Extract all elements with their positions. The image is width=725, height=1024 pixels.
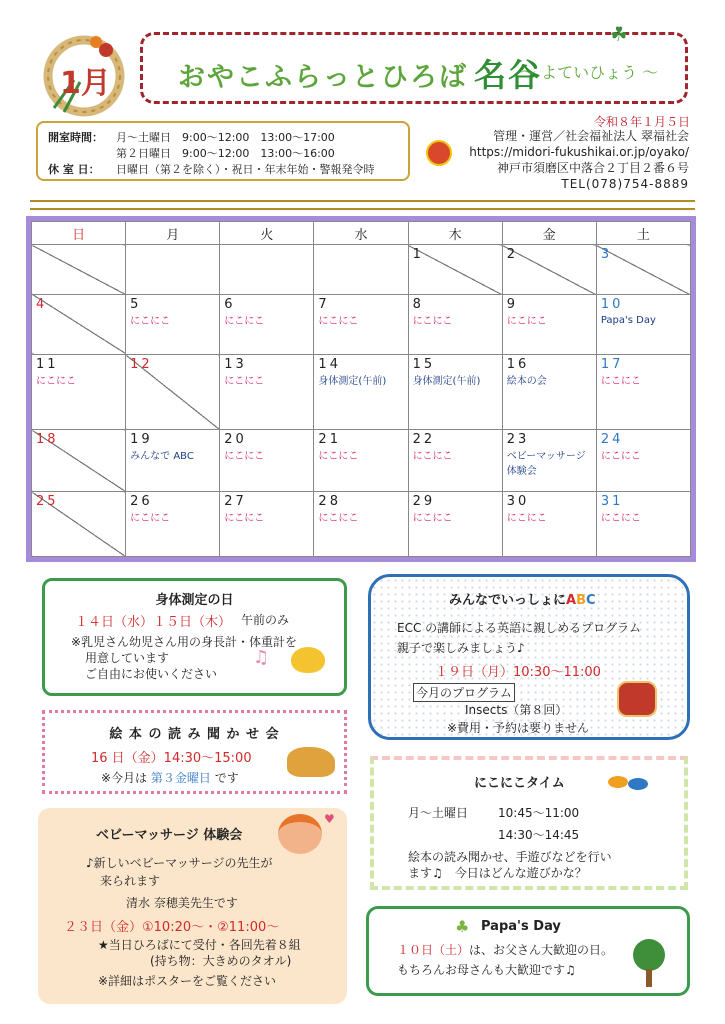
issue-date: 令和８年１月５日	[594, 115, 691, 129]
open-label: 開室時間：	[48, 131, 103, 144]
day-number: 8	[412, 296, 424, 312]
day-number: 9	[506, 296, 518, 312]
day-event: にこにこ	[318, 451, 359, 463]
massage-line-1: ♪新しいベビーマッサージの先生が	[86, 856, 273, 870]
calendar-day	[220, 294, 314, 354]
nikoniko-time-2: 14:30～14:45	[498, 828, 580, 842]
calendar-day	[408, 355, 502, 430]
calendar-day	[126, 245, 220, 295]
day-number: 7	[318, 296, 330, 312]
picturebook-when: 16 日（金）14:30～15:00	[91, 751, 252, 766]
day-number: 21	[318, 432, 341, 448]
day-number: 16	[506, 357, 530, 373]
weekday-header: 土	[596, 222, 690, 245]
calendar-day	[126, 294, 220, 354]
mother-child-icon	[278, 814, 322, 854]
day-number: 22	[412, 432, 436, 448]
org-name: 管理・運営／社会福祉法人 翠福社会	[493, 129, 689, 143]
day-number: 3	[600, 247, 613, 262]
day-number: 26	[130, 494, 153, 510]
day-number: 18	[36, 432, 59, 448]
closed-days: 日曜日（第２を除く）・祝日・年末年始・警報発令時	[116, 163, 375, 176]
month-label: 1月	[60, 66, 111, 101]
day-event: にこにこ	[412, 513, 453, 525]
measure-box	[42, 578, 347, 696]
abc-line-2: 親子で楽しみましょう♪	[397, 641, 525, 655]
weekday-header: 水	[314, 222, 408, 245]
calendar-day	[314, 355, 408, 430]
calendar-day	[126, 430, 220, 492]
org-tel: TEL(078)754-8889	[561, 177, 689, 191]
day-number: 12	[130, 357, 153, 373]
calendar-day	[32, 430, 126, 492]
hours-box	[36, 121, 410, 181]
measure-note-1: ※乳児さん幼児さん用の身長計・体重計を	[71, 635, 298, 649]
massage-box	[38, 808, 347, 1004]
day-event: にこにこ	[412, 451, 453, 463]
picturebook-title: 絵 本 の 読 み 聞 か せ 会	[109, 727, 280, 742]
calendar-day	[596, 355, 690, 430]
day-event: にこにこ	[36, 376, 76, 388]
calendar-day	[314, 430, 408, 492]
day-number: 31	[600, 494, 624, 510]
org-url[interactable]: https://midori-fukushikai.or.jp/oyako/	[469, 145, 689, 159]
day-number: 2	[506, 247, 518, 262]
day-number: 19	[130, 432, 153, 448]
day-event: にこにこ	[600, 513, 641, 525]
abc-program: Insects（第８回）	[465, 703, 568, 717]
day-event: にこにこ	[600, 376, 641, 388]
papa-box	[366, 906, 690, 996]
page-title: おやこふらっとひろば 名谷	[178, 56, 543, 94]
abc-title: みんなでいっしょにABC	[449, 593, 596, 608]
bird-icon	[291, 647, 325, 673]
weekday-header: 日	[32, 222, 126, 245]
calendar-day	[408, 294, 502, 354]
day-number: 11	[36, 357, 59, 373]
day-event: にこにこ	[506, 315, 547, 327]
picturebook-friday: 第３金曜日	[150, 771, 211, 785]
day-number: 1	[412, 247, 424, 262]
heart-icon: ♥	[324, 812, 335, 826]
calendar-day	[32, 294, 126, 354]
calendar-day	[502, 492, 596, 557]
spinning-top-icon	[606, 770, 650, 798]
day-number: 10	[600, 296, 624, 312]
papa-line-1: １０日（土）は、お父さん大歓迎の日。	[397, 943, 614, 957]
calendar-day	[502, 294, 596, 354]
day-number: 28	[318, 494, 341, 510]
day-number: 4	[36, 296, 48, 312]
calendar-day	[32, 245, 126, 295]
massage-line-6: ※詳細はポスターをご覧ください	[98, 974, 277, 988]
day-event: にこにこ	[318, 315, 359, 327]
abc-when: １９日（月）10:30～11:00	[435, 665, 601, 680]
day-number: 30	[506, 494, 530, 510]
day-number: 17	[600, 357, 624, 373]
day-number: 6	[224, 296, 236, 312]
weekday-header: 月	[126, 222, 220, 245]
day-event: Papa's Day	[600, 314, 656, 326]
massage-title: ベビーマッサージ 体験会	[96, 828, 243, 843]
organization-info	[469, 128, 689, 192]
day-event: にこにこ	[224, 451, 265, 463]
weekday-header: 金	[502, 222, 596, 245]
day-number: 5	[130, 296, 142, 312]
weekday-header: 火	[220, 222, 314, 245]
calendar-day	[32, 492, 126, 557]
papa-title: Papa's Day	[481, 919, 561, 934]
closed-label: 休 室 日：	[48, 163, 100, 176]
tree-icon	[631, 937, 667, 989]
abc-program-label: 今月のプログラム	[413, 683, 515, 702]
horse-icon	[287, 747, 335, 777]
hours-row-1: 月～土曜日 9:00～12:00 13:00～17:00	[116, 131, 335, 144]
day-number: 29	[412, 494, 436, 510]
page-subtitle: ～ よていひょう ～	[520, 63, 659, 82]
day-event: にこにこ	[224, 315, 265, 327]
day-event: にこにこ	[600, 451, 641, 463]
measure-title: 身体測定の日	[155, 593, 234, 608]
measure-note-2: 用意しています	[85, 651, 170, 665]
calendar-day	[502, 430, 596, 492]
day-event: にこにこ	[130, 315, 171, 327]
abc-box	[368, 574, 690, 740]
day-number: 13	[224, 357, 247, 373]
day-event: にこにこ	[224, 376, 265, 388]
weekday-header: 木	[408, 222, 502, 245]
daruma-icon	[426, 140, 452, 166]
calendar-day	[314, 245, 408, 295]
day-event: ベビーマッサージ 体験会	[506, 451, 586, 478]
papa-line-2: もちろんお母さんも大歓迎です♫	[397, 963, 576, 977]
day-event: にこにこ	[412, 315, 453, 327]
calendar-day	[408, 245, 502, 295]
day-event: にこにこ	[506, 513, 547, 525]
massage-line-5: (持ち物：大きめのタオル)	[150, 954, 292, 968]
calendar-day	[596, 294, 690, 354]
calendar-day	[32, 355, 126, 430]
massage-line-3: 清水 奈穂美先生です	[126, 896, 238, 910]
abc-note: ※費用・予約は要りません	[447, 721, 590, 735]
calendar-day	[502, 355, 596, 430]
lion-dance-icon	[617, 681, 657, 717]
day-event: にこにこ	[130, 513, 171, 525]
massage-line-2: 来られます	[100, 874, 161, 888]
day-event: にこにこ	[224, 513, 265, 525]
measure-time: 午前のみ	[241, 613, 290, 627]
pine-icon: ☘	[610, 22, 628, 46]
nikoniko-days: 月～土曜日	[408, 806, 469, 820]
calendar-day	[126, 355, 220, 430]
day-number: 14	[318, 357, 341, 373]
day-number: 15	[412, 357, 436, 373]
calendar-day	[408, 492, 502, 557]
calendar-day	[220, 355, 314, 430]
picturebook-note: ※今月は 第３金曜日 です	[101, 771, 239, 785]
measure-note-3: ご自由にお使いください	[85, 667, 218, 681]
day-number: 20	[224, 432, 247, 448]
massage-line-4: ★当日ひろばにて受付・各回先着８組	[98, 938, 301, 952]
calendar-day	[220, 492, 314, 557]
month-badge	[34, 20, 134, 120]
day-number: 23	[506, 432, 530, 448]
calendar-day	[220, 430, 314, 492]
nikoniko-title: にこにこタイム	[474, 776, 565, 791]
calendar-day	[314, 492, 408, 557]
music-note-icon: ♫	[253, 647, 270, 668]
calendar-day	[596, 492, 690, 557]
calendar-day	[596, 245, 690, 295]
measure-when: １４日（水）１５日（木）	[75, 615, 232, 630]
calendar-day	[596, 430, 690, 492]
nikoniko-line-1: 絵本の読み聞かせ、手遊びなどを行い	[408, 850, 612, 864]
leaf-icon: ♣	[455, 917, 470, 936]
day-event: 身体測定(午前)	[412, 376, 481, 388]
day-event: にこにこ	[318, 513, 359, 525]
day-event: 絵本の会	[506, 376, 547, 388]
calendar-day	[220, 245, 314, 295]
massage-when: ２３日（金）①10:20～・②11:00～	[64, 920, 280, 935]
picturebook-box	[42, 710, 347, 794]
calendar	[31, 221, 691, 557]
nikoniko-box	[370, 756, 688, 890]
calendar-day	[502, 245, 596, 295]
calendar-day	[314, 294, 408, 354]
nikoniko-line-2: ます♫ 今日はどんな遊びかな？	[408, 866, 587, 880]
day-event: 身体測定(午前)	[318, 376, 387, 388]
abc-line-1: ECC の講師による英語に親しめるプログラム	[397, 621, 642, 635]
hours-row-2: 第２日曜日 9:00～12:00 13:00～16:00	[116, 147, 335, 160]
nikoniko-time-1: 10:45～11:00	[498, 806, 580, 820]
day-event: みんなで ABC	[130, 451, 194, 463]
day-number: 24	[600, 432, 624, 448]
calendar-day	[408, 430, 502, 492]
org-address: 神戸市須磨区中落合２丁目２番６号	[496, 161, 689, 175]
calendar-day	[126, 492, 220, 557]
divider	[30, 200, 695, 210]
day-number: 27	[224, 494, 247, 510]
day-number: 25	[36, 494, 59, 510]
